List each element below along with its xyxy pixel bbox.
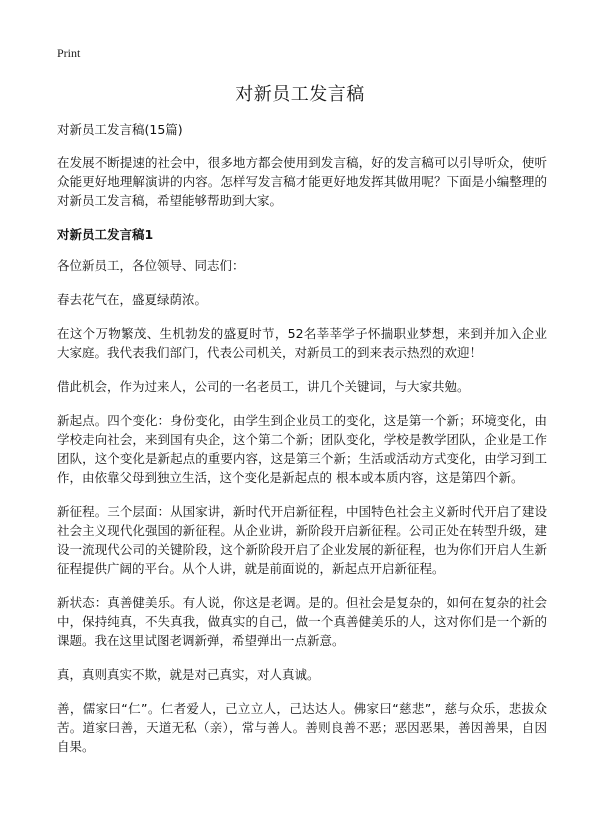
print-link[interactable]: Print (57, 46, 81, 60)
body-paragraph: 在这个万物繁茂、生机勃发的盛夏时节，52名莘莘学子怀揣职业梦想，来到并加入企业大家庭。我代表我们部门，代表公司机关，对新员工的到来表示热烈的欢迎！ (57, 326, 547, 360)
page-title: 对新员工发言稿 (235, 84, 365, 105)
body-paragraph: 各位新员工，各位领导、同志们： (57, 258, 245, 273)
body-paragraph: 善，儒家曰“仁”。仁者爱人，己立立人，己达达人。佛家曰“慈悲”，慈与众乐，悲拔众苦。道家曰善，天道无私（亲），常与善人。善则良善不恶；恶因恶果，善因善果，自因自果。 (57, 701, 547, 754)
body-paragraph: 真，真则真实不欺，就是对己真实，对人真诚。 (57, 667, 320, 682)
document-content (57, 120, 547, 771)
section-heading: 对新员工发言稿1 (57, 227, 154, 242)
body-paragraph: 春去花气在，盛夏绿荫浓。 (57, 292, 208, 307)
body-paragraph: 新征程。三个层面：从国家讲，新时代开启新征程，中国特色社会主义新时代开启了建设社会主义现代化强国的新征程。从企业讲，新阶段开启新征程。公司正处在转型升级，建设一流现代公司的关键阶段，这个新阶段开启了企业发展的新征程，也为你们开启人生新征程提供广阔的平台。从个人讲，就是前面说的，新起点开启新征程。 (57, 504, 547, 576)
intro-paragraph: 在发展不断提速的社会中，很多地方都会使用到发言稿，好的发言稿可以引导听众，使听众能更好地理解演讲的内容。怎样写发言稿才能更好地发挥其做用呢？下面是小编整理的对新员工发言稿，希望能够帮助到大家。 (57, 155, 547, 208)
body-paragraph: 借此机会，作为过来人，公司的一名老员工，讲几个关键词，与大家共勉。 (57, 379, 470, 394)
body-paragraph: 新起点。四个变化：身份变化，由学生到企业员工的变化，这是第一个新；环境变化，由学校走向社会，来到国有央企，这个第二个新；团队变化，学校是教学团队，企业是工作团队，这个变化是新起点的重要内容，这是第三个新；生活或活动方式变化，由学习到工作，由依靠父母到独立生活，这个变化是新起点的 根本或本质内容，这是第四个新。 (57, 413, 547, 485)
body-paragraph: 新状态：真善健美乐。有人说，你这是老调。是的。但社会是复杂的，如何在复杂的社会中，保持纯真，不失真我，做真实的自己，做一个真善健美乐的人，这对你们是一个新的课题。我在这里试图老调新弹，希望弹出一点新意。 (57, 595, 547, 648)
document-subtitle: 对新员工发言稿(15篇) (57, 122, 183, 137)
